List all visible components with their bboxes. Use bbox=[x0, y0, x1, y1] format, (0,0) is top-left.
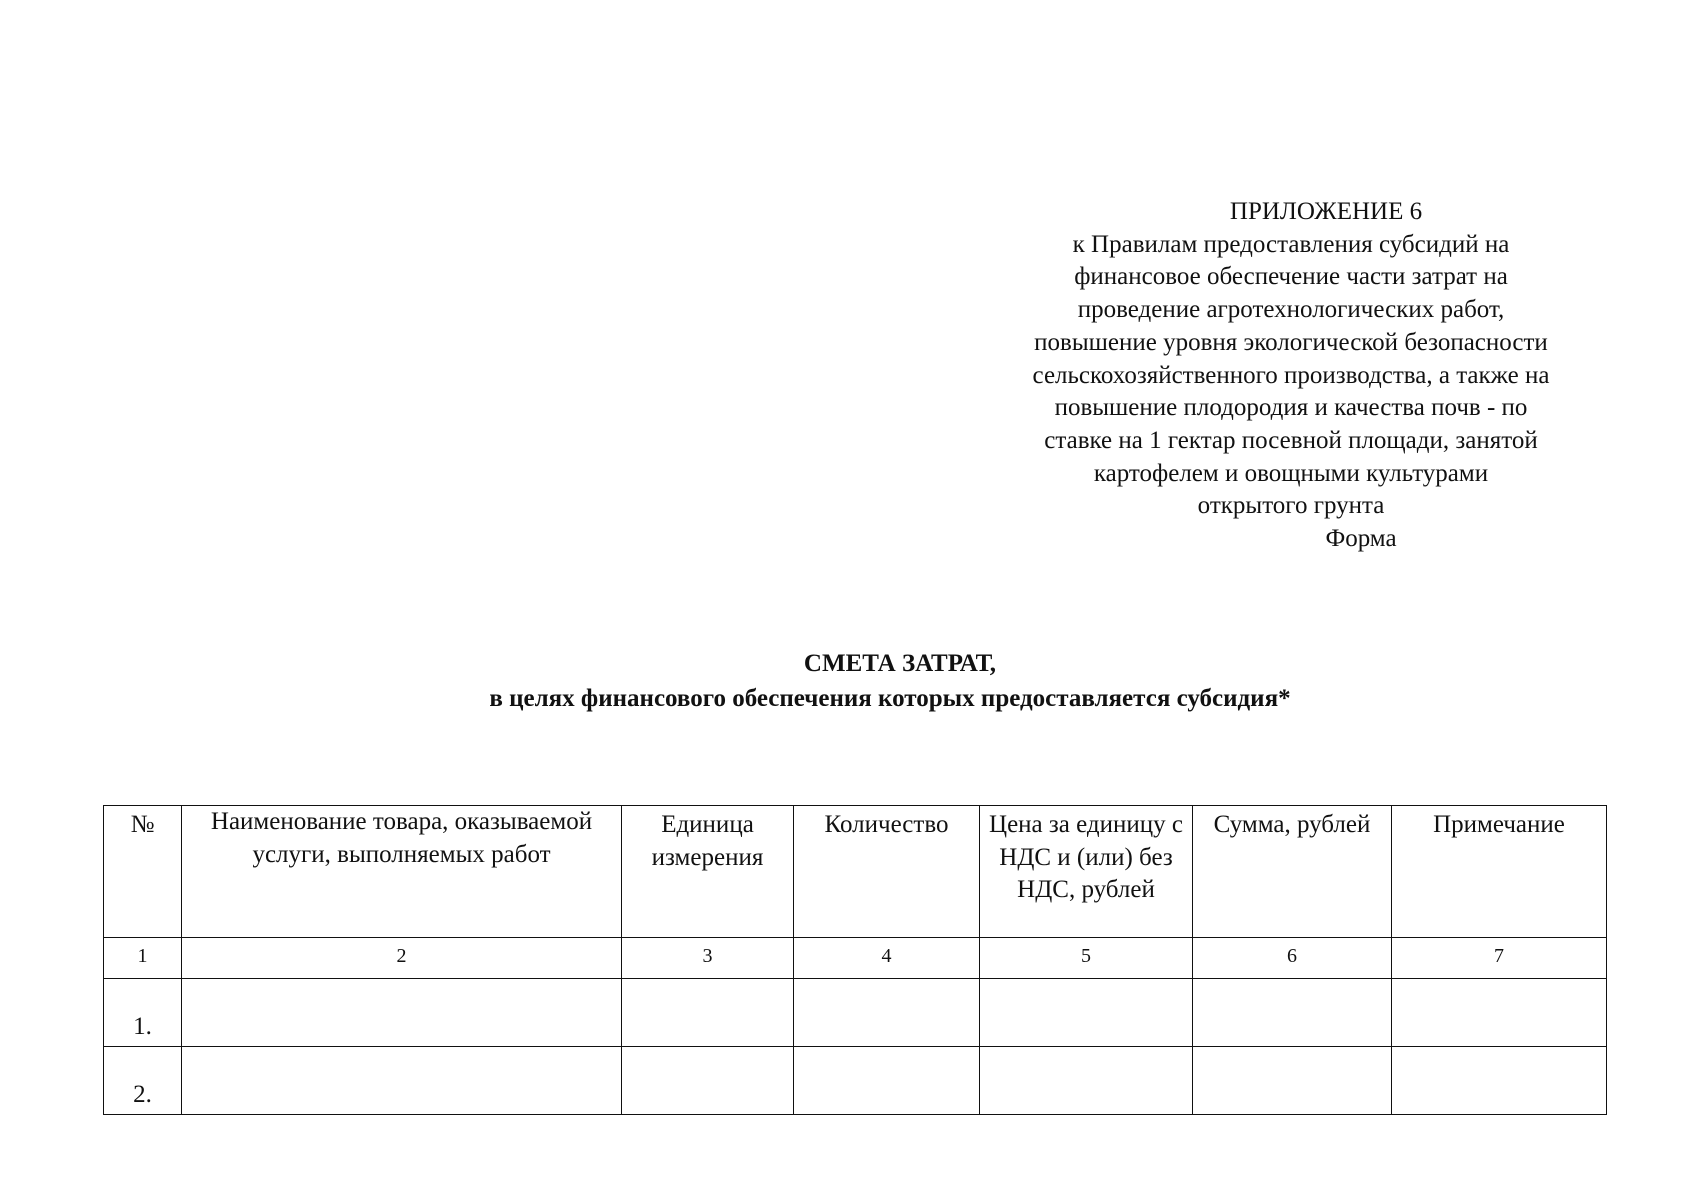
table-cell bbox=[1392, 979, 1607, 1047]
header-sum: Сумма, рублей bbox=[1193, 806, 1392, 938]
column-numbers-row bbox=[104, 938, 1607, 979]
column-number: 7 bbox=[1392, 938, 1607, 979]
table-cell bbox=[1193, 1047, 1392, 1115]
title-subtitle: в целях финансового обеспечения которых предоставляется субсидия* bbox=[489, 685, 1291, 712]
appendix-line: картофелем и овощными культурами bbox=[1093, 459, 1489, 487]
table-header-row bbox=[104, 806, 1607, 938]
column-number: 6 bbox=[1193, 938, 1392, 979]
header-unit: Единица измерения bbox=[622, 806, 794, 938]
appendix-header bbox=[993, 196, 1589, 556]
row-number: 1. bbox=[104, 979, 182, 1047]
table-cell bbox=[622, 1047, 794, 1115]
appendix-line: ставке на 1 гектар посевной площади, занятой bbox=[1044, 426, 1538, 454]
table-cell bbox=[182, 1047, 622, 1115]
column-number: 5 bbox=[980, 938, 1193, 979]
header-quantity: Количество bbox=[794, 806, 980, 938]
header-item-name: Наименование товара, оказываемой услуги, выполняемых работ bbox=[182, 806, 622, 938]
appendix-line: повышение уровня экологической безопасности bbox=[1034, 328, 1548, 356]
column-number: 2 bbox=[182, 938, 622, 979]
row-number: 2. bbox=[104, 1047, 182, 1115]
table-cell bbox=[182, 979, 622, 1047]
form-label: Форма bbox=[1325, 525, 1397, 553]
table-cell bbox=[980, 979, 1193, 1047]
appendix-line: к Правилам предоставления субсидий на bbox=[1072, 230, 1510, 258]
header-note: Примечание bbox=[1392, 806, 1607, 938]
document-title bbox=[0, 646, 1697, 716]
appendix-line: открытого грунта bbox=[1197, 492, 1385, 520]
table-row bbox=[104, 979, 1607, 1047]
appendix-line: повышение плодородия и качества почв - по bbox=[1054, 394, 1528, 422]
title-main: СМЕТА ЗАТРАТ, bbox=[803, 650, 997, 677]
column-number: 1 bbox=[104, 938, 182, 979]
appendix-line: финансовое обеспечение части затрат на bbox=[1074, 263, 1508, 291]
cost-estimate-table bbox=[103, 805, 1607, 1115]
appendix-line: сельскохозяйственного производства, а также на bbox=[1032, 361, 1550, 389]
table-cell bbox=[794, 1047, 980, 1115]
table-row bbox=[104, 1047, 1607, 1115]
header-unit-price: Цена за единицу с НДС и (или) без НДС, рублей bbox=[980, 806, 1193, 938]
table-cell bbox=[980, 1047, 1193, 1115]
appendix-line: проведение агротехнологических работ, bbox=[1077, 296, 1505, 324]
table-cell bbox=[622, 979, 794, 1047]
table-cell bbox=[794, 979, 980, 1047]
column-number: 3 bbox=[622, 938, 794, 979]
appendix-heading: ПРИЛОЖЕНИЕ 6 bbox=[1229, 198, 1423, 225]
header-number: № bbox=[104, 806, 182, 938]
table-cell bbox=[1392, 1047, 1607, 1115]
column-number: 4 bbox=[794, 938, 980, 979]
table-cell bbox=[1193, 979, 1392, 1047]
